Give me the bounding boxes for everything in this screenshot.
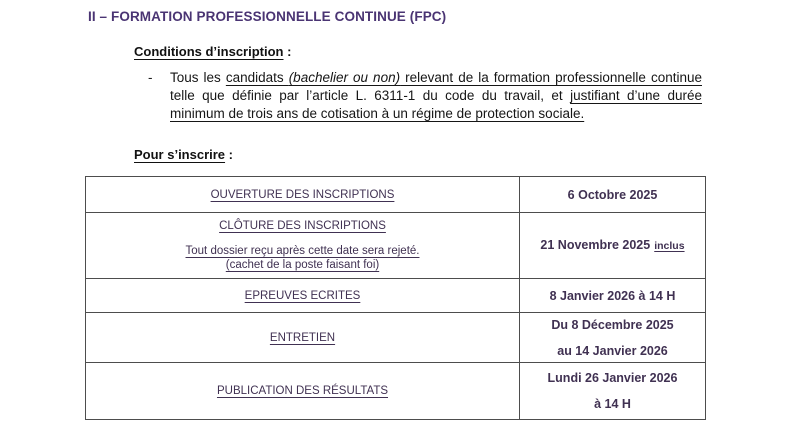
row-label-cell — [86, 177, 520, 212]
row-value-line2: au 14 Janvier 2026 — [557, 343, 668, 358]
enroll-heading — [134, 147, 233, 162]
row-value-cell — [520, 363, 705, 419]
table-row-cloture — [86, 213, 705, 279]
row-value-date: 21 Novembre 2025 — [540, 238, 651, 252]
row-label: CLÔTURE DES INSCRIPTIONS — [219, 220, 386, 232]
registration-schedule-table — [85, 176, 706, 420]
row-label-cell — [86, 363, 520, 419]
row-value-cell — [520, 213, 705, 278]
text-segment: telle que définie par l’article L. 6311-1 du code du travail, et — [170, 88, 571, 103]
row-value-line2: à 14 H — [594, 397, 631, 411]
row-label-note: (cachet de la poste faisant foi) — [225, 259, 380, 271]
row-label-cell — [86, 213, 520, 278]
enroll-heading-text: Pour s’inscrire — [134, 147, 226, 162]
table-row-epreuves — [86, 279, 705, 313]
row-value-inclus: inclus — [654, 240, 685, 252]
section-title: II – FORMATION PROFESSIONNELLE CONTINUE (FPC) — [88, 9, 447, 24]
table-row-publication — [86, 363, 705, 419]
conditions-text — [170, 69, 702, 123]
row-label: ENTRETIEN — [269, 331, 336, 344]
row-value-line1: Lundi 26 Janvier 2026 — [547, 371, 678, 385]
conditions-heading — [134, 44, 291, 59]
row-value-cell — [520, 313, 705, 362]
row-value-line1: Du 8 Décembre 2025 — [551, 317, 674, 332]
row-value: 8 Janvier 2026 à 14 H — [549, 288, 676, 303]
conditions-heading-colon: : — [283, 44, 292, 59]
conditions-paragraph — [148, 69, 702, 123]
table-row-ouverture — [86, 177, 705, 213]
row-label: PUBLICATION DES RÉSULTATS — [216, 385, 389, 397]
enroll-heading-colon: : — [225, 147, 233, 162]
row-value — [540, 238, 684, 253]
row-label-cell — [86, 313, 520, 362]
row-value-cell — [520, 279, 705, 312]
row-value-cell — [520, 177, 705, 212]
row-value: 6 Octobre 2025 — [567, 187, 658, 202]
bullet-dash: - — [148, 70, 153, 85]
text-segment-italic-underlined: (bachelier ou non) — [288, 70, 401, 85]
row-label: EPREUVES ECRITES — [244, 289, 361, 302]
text-segment-underlined: justifiant d’une durée minimum de trois ans de cotisation à un régime de protection sociale. — [170, 88, 702, 121]
text-segment: Tous les — [170, 70, 226, 85]
text-segment-underlined: candidats — [225, 70, 289, 85]
conditions-heading-text: Conditions d’inscription — [134, 44, 284, 59]
row-label-cell — [86, 279, 520, 312]
table-row-entretien — [86, 313, 705, 363]
text-segment-underlined: relevant de la formation professionnelle continue — [400, 70, 702, 85]
row-label: OUVERTURE DES INSCRIPTIONS — [210, 188, 395, 201]
row-label-note: Tout dossier reçu après cette date sera rejeté. — [185, 245, 420, 257]
